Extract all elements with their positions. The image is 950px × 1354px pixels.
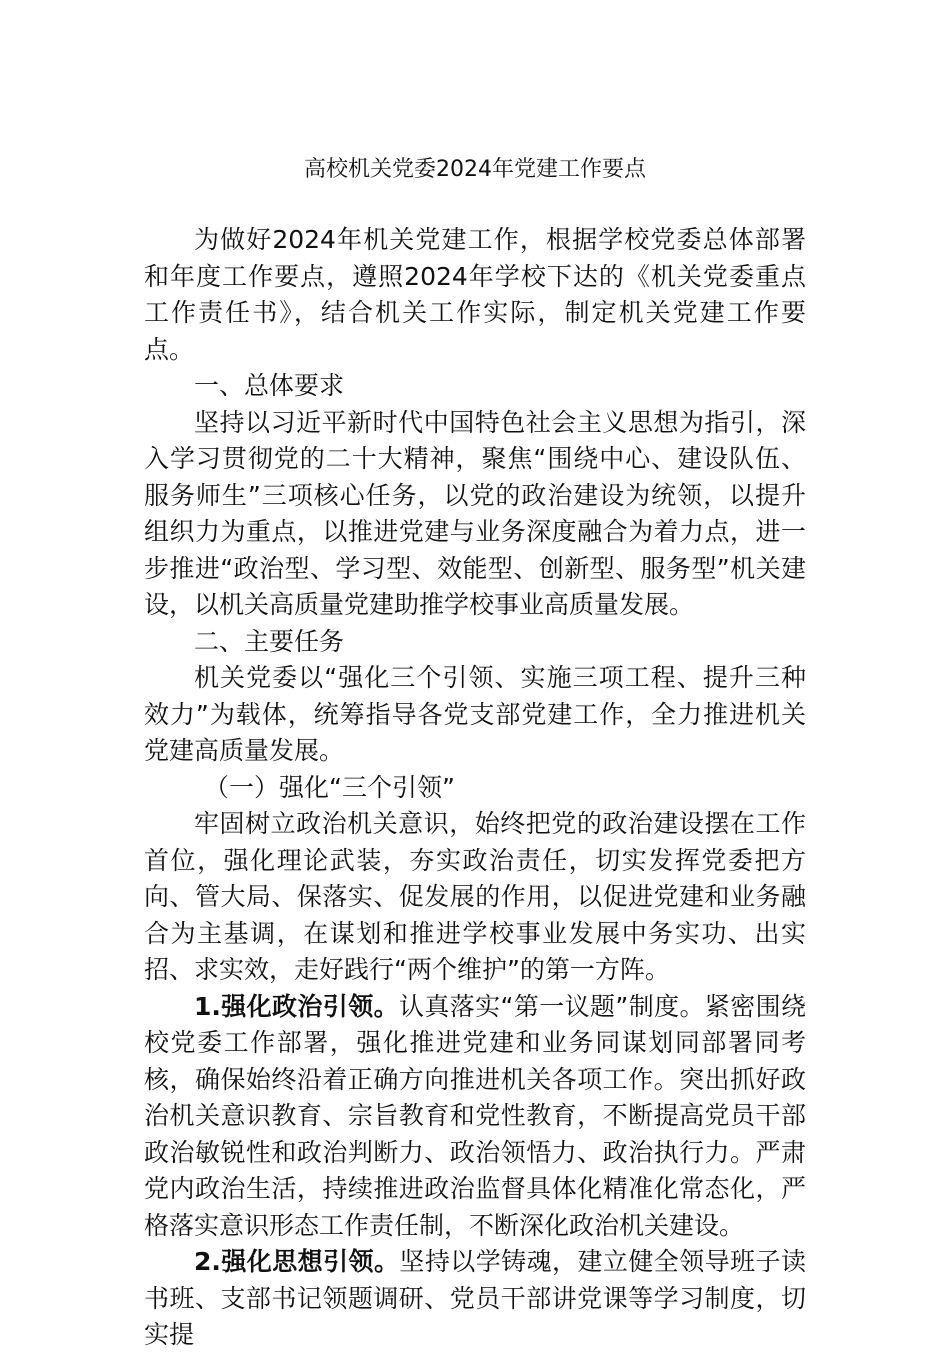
- intro-paragraph: 为做好2024年机关党建工作，根据学校党委总体部署和年度工作要点，遵照2024年学校下达的《机关党委重点工作责任书》，结合机关工作实际，制定机关党建工作要点。: [144, 225, 806, 364]
- item-political-lead: [144, 989, 806, 1245]
- document-body: [144, 222, 806, 1354]
- item-political-lead-body: 认真落实“第一议题”制度。紧密围绕校党委工作部署，强化推进党建和业务同谋划同部署同考核，确保始终沿着正确方向推进机关各项工作。突出抓好政治机关意识教育、宗旨教育和党性教育，不断提高党员干部政治敏锐性和政治判断力、政治领悟力、政治执行力。严肃党内政治生活，持续推进政治监督具体化精准化常态化，严格落实意识形态工作责任制，不断深化政治机关建设。: [144, 991, 806, 1240]
- general-requirements-paragraph: 坚持以习近平新时代中国特色社会主义思想为指引，深入学习贯彻党的二十大精神，聚焦“围绕中心、建设队伍、服务师生”三项核心任务，以党的政治建设为统领，以提升组织力为重点，以推进党建与业务深度融合为着力点，进一步推进“政治型、学习型、效能型、创新型、服务型”机关建设，以机关高质量党建助推学校事业高质量发展。: [144, 407, 806, 619]
- three-leads-paragraph: 牢固树立政治机关意识，始终把党的政治建设摆在工作首位，强化理论武装，夯实政治责任，切实发挥党委把方向、管大局、保落实、促发展的作用，以促进党建和业务融合为主基调，在谋划和推进学校事业发展中务实功、出实招、求实效，走好践行“两个维护”的第一方阵。: [144, 809, 806, 984]
- section-heading-main-tasks: 二、主要任务: [194, 626, 345, 656]
- section-heading-general-requirements: 一、总体要求: [194, 371, 345, 400]
- item-ideological-lead-body: 坚持以学铸魂，建立健全领导班子读书班、支部书记领题调研、党员干部讲党课等学习制度，切实提: [144, 1247, 806, 1349]
- item-ideological-lead: [144, 1244, 806, 1354]
- item-ideological-lead-label: 2.强化思想引领。: [194, 1247, 400, 1276]
- main-tasks-paragraph: 机关党委以“强化三个引领、实施三项工程、提升三种效力”为载体，统筹指导各党支部党建工作，全力推进机关党建高质量发展。: [144, 663, 806, 765]
- item-political-lead-label: 1.强化政治引领。: [194, 991, 399, 1021]
- document-title: 高校机关党委2024年党建工作要点: [304, 157, 646, 182]
- subsection-heading-three-leads: （一）强化“三个引领”: [204, 772, 455, 802]
